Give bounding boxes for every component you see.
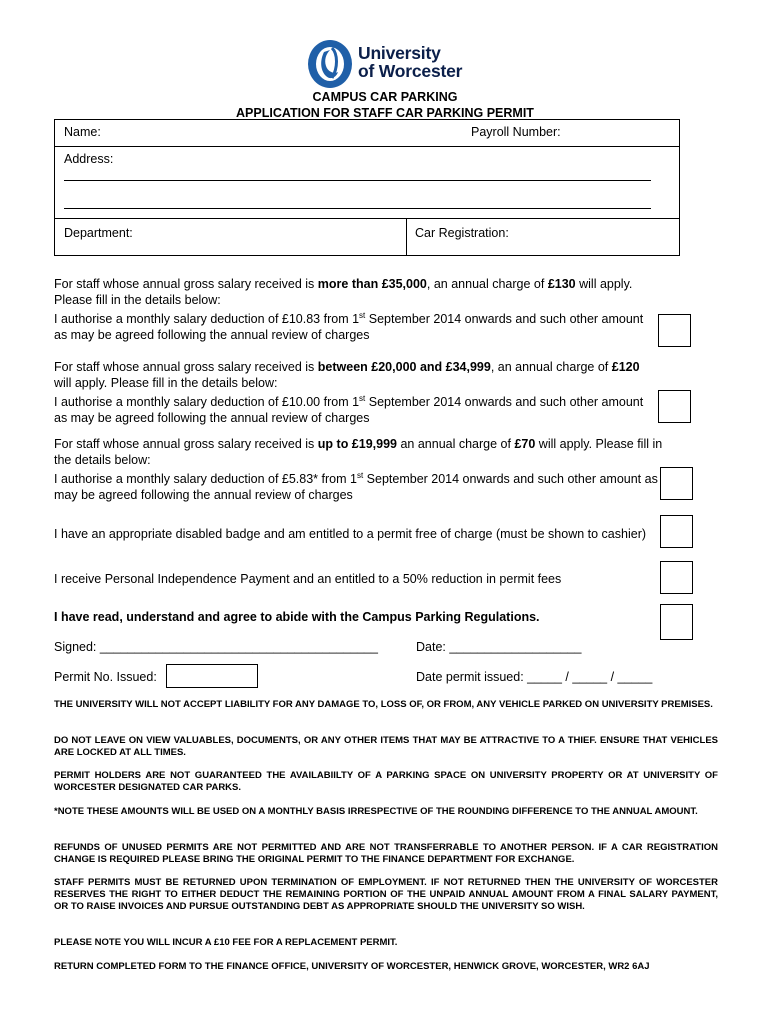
permit-no-label: Permit No. Issued: bbox=[54, 670, 157, 684]
superscript: st bbox=[359, 394, 366, 404]
university-crest-icon bbox=[306, 38, 354, 90]
salary-band: between £20,000 and £34,999 bbox=[317, 360, 491, 374]
option-20000-to-34999 bbox=[54, 360, 650, 427]
payroll-field[interactable] bbox=[568, 121, 674, 143]
superscript: st bbox=[359, 311, 366, 321]
notice-termination: STAFF PERMITS MUST BE RETURNED UPON TERMINATION OF EMPLOYMENT. IF NOT RETURNED THEN THE UNIVERSITY OF WORCESTER RESERVES THE RIGHT TO EITHER DEDUCT THE REMAINING PORTION OF THE UNPAID ANNUAL AMOUNT FROM A FINAL SALARY PAYMENT, OR TO RAISE INVOICES AND PURSUE OUTSTANDING DEBT AS APPROPRIATE SHOULD THE UNIVERSITY SO WISH. bbox=[54, 877, 718, 912]
salary-band: more than £35,000 bbox=[317, 277, 427, 291]
permit-no-field[interactable] bbox=[166, 664, 258, 688]
option-text: For staff whose annual gross salary received is bbox=[54, 360, 318, 374]
annual-charge: £70 bbox=[514, 437, 536, 451]
option-text: will apply. Please fill in the details below: bbox=[54, 277, 633, 307]
form-title-1: CAMPUS CAR PARKING bbox=[312, 90, 458, 104]
address-label: Address: bbox=[64, 152, 114, 166]
notice-replacement-fee: PLEASE NOTE YOU WILL INCUR A £10 FEE FOR A REPLACEMENT PERMIT. bbox=[54, 937, 398, 948]
option-up-to-19999-checkbox[interactable] bbox=[660, 467, 693, 500]
option-text: , an annual charge of bbox=[426, 277, 548, 291]
notice-refunds: REFUNDS OF UNUSED PERMITS ARE NOT PERMITTED AND ARE NOT TRANSFERRABLE TO ANOTHER PERSON. IF A CAR REGISTRATION CHANGE IS REQUIRED PLEASE BRING THE ORIGINAL PERMIT TO THE FINANCE DEPARTMENT FOR EXCHANGE. bbox=[54, 842, 718, 865]
option-text: I authorise a monthly salary deduction of £10.00 from 1 bbox=[54, 395, 360, 410]
notice-availability: PERMIT HOLDERS ARE NOT GUARANTEED THE AVAILABIILTY OF A PARKING SPACE ON UNIVERSITY PROPERTY OR AT UNIVERSITY OF WORCESTER DESIGNATED CAR PARKS. bbox=[54, 770, 718, 793]
option-text: For staff whose annual gross salary received is bbox=[54, 437, 318, 451]
date-field[interactable]: Date: ___________________ bbox=[416, 640, 582, 654]
disabled-badge-checkbox[interactable] bbox=[660, 515, 693, 548]
university-logo bbox=[306, 38, 476, 90]
name-field[interactable] bbox=[120, 121, 460, 143]
address-line-1[interactable] bbox=[64, 180, 651, 181]
option-20000-to-34999-checkbox[interactable] bbox=[658, 390, 691, 423]
agreement-statement: I have read, understand and agree to abide with the Campus Parking Regulations. bbox=[54, 610, 540, 624]
option-text: September 2014 onwards and such other amount as may be agreed following the annual review of charges bbox=[54, 312, 644, 342]
address-line-2[interactable] bbox=[64, 208, 651, 209]
option-more-than-35000 bbox=[54, 277, 650, 344]
signed-field[interactable]: Signed: ________________________________________ bbox=[54, 640, 378, 654]
notice-liability: THE UNIVERSITY WILL NOT ACCEPT LIABILITY FOR ANY DAMAGE TO, LOSS OF, OR FROM, ANY VEHICLE PARKED ON UNIVERSITY PREMISES. bbox=[54, 699, 713, 710]
form-title-2: APPLICATION FOR STAFF CAR PARKING PERMIT bbox=[236, 106, 534, 120]
option-text: an annual charge of bbox=[397, 437, 515, 451]
pip-checkbox[interactable] bbox=[660, 561, 693, 594]
option-text: will apply. Please fill in the details below: bbox=[54, 375, 278, 390]
logo-line-2: of Worcester bbox=[358, 61, 463, 81]
payroll-label: Payroll Number: bbox=[471, 125, 561, 139]
option-more-than-35000-checkbox[interactable] bbox=[658, 314, 691, 347]
option-text: September 2014 onwards and such other amount as may be agreed following the annual review of charges bbox=[54, 395, 644, 425]
annual-charge: £130 bbox=[547, 277, 576, 291]
option-text: For staff whose annual gross salary received is bbox=[54, 277, 318, 291]
car-registration-label: Car Registration: bbox=[415, 226, 509, 240]
option-text: I authorise a monthly salary deduction of £10.83 from 1 bbox=[54, 312, 360, 327]
name-label: Name: bbox=[64, 125, 101, 139]
option-text: , an annual charge of bbox=[490, 360, 612, 374]
superscript: st bbox=[356, 471, 364, 481]
pip-option: I receive Personal Independence Payment and an entitled to a 50% reduction in permit fees bbox=[54, 572, 562, 586]
logo-line-1: University bbox=[358, 43, 441, 63]
annual-charge: £120 bbox=[611, 360, 640, 374]
notice-valuables: DO NOT LEAVE ON VIEW VALUABLES, DOCUMENTS, OR ANY OTHER ITEMS THAT MAY BE ATTRACTIVE TO A THIEF. ENSURE THAT VEHICLES ARE LOCKED AT ALL TIMES. bbox=[54, 735, 718, 758]
salary-band: up to £19,999 bbox=[317, 437, 397, 451]
notice-rounding: *NOTE THESE AMOUNTS WILL BE USED ON A MONTHLY BASIS IRRESPECTIVE OF THE ROUNDING DIFFERENCE TO THE ANNUAL AMOUNT. bbox=[54, 806, 698, 817]
option-text: September 2014 onwards and such other amount as may be agreed following the annual review of charges bbox=[54, 472, 658, 502]
date-permit-issued-field[interactable]: Date permit issued: _____ / _____ / _____ bbox=[416, 670, 653, 684]
option-text: will apply. Please fill in the details below: bbox=[54, 437, 663, 467]
department-label: Department: bbox=[64, 226, 133, 240]
disabled-badge-option: I have an appropriate disabled badge and am entitled to a permit free of charge (must be shown to cashier) bbox=[54, 527, 647, 541]
option-up-to-19999 bbox=[54, 437, 666, 504]
notice-return-address: RETURN COMPLETED FORM TO THE FINANCE OFFICE, UNIVERSITY OF WORCESTER, HENWICK GROVE, WORCESTER, WR2 6AJ bbox=[54, 961, 650, 972]
option-text: I authorise a monthly salary deduction of £5.83* from 1 bbox=[54, 472, 357, 487]
agreement-checkbox[interactable] bbox=[660, 604, 693, 640]
